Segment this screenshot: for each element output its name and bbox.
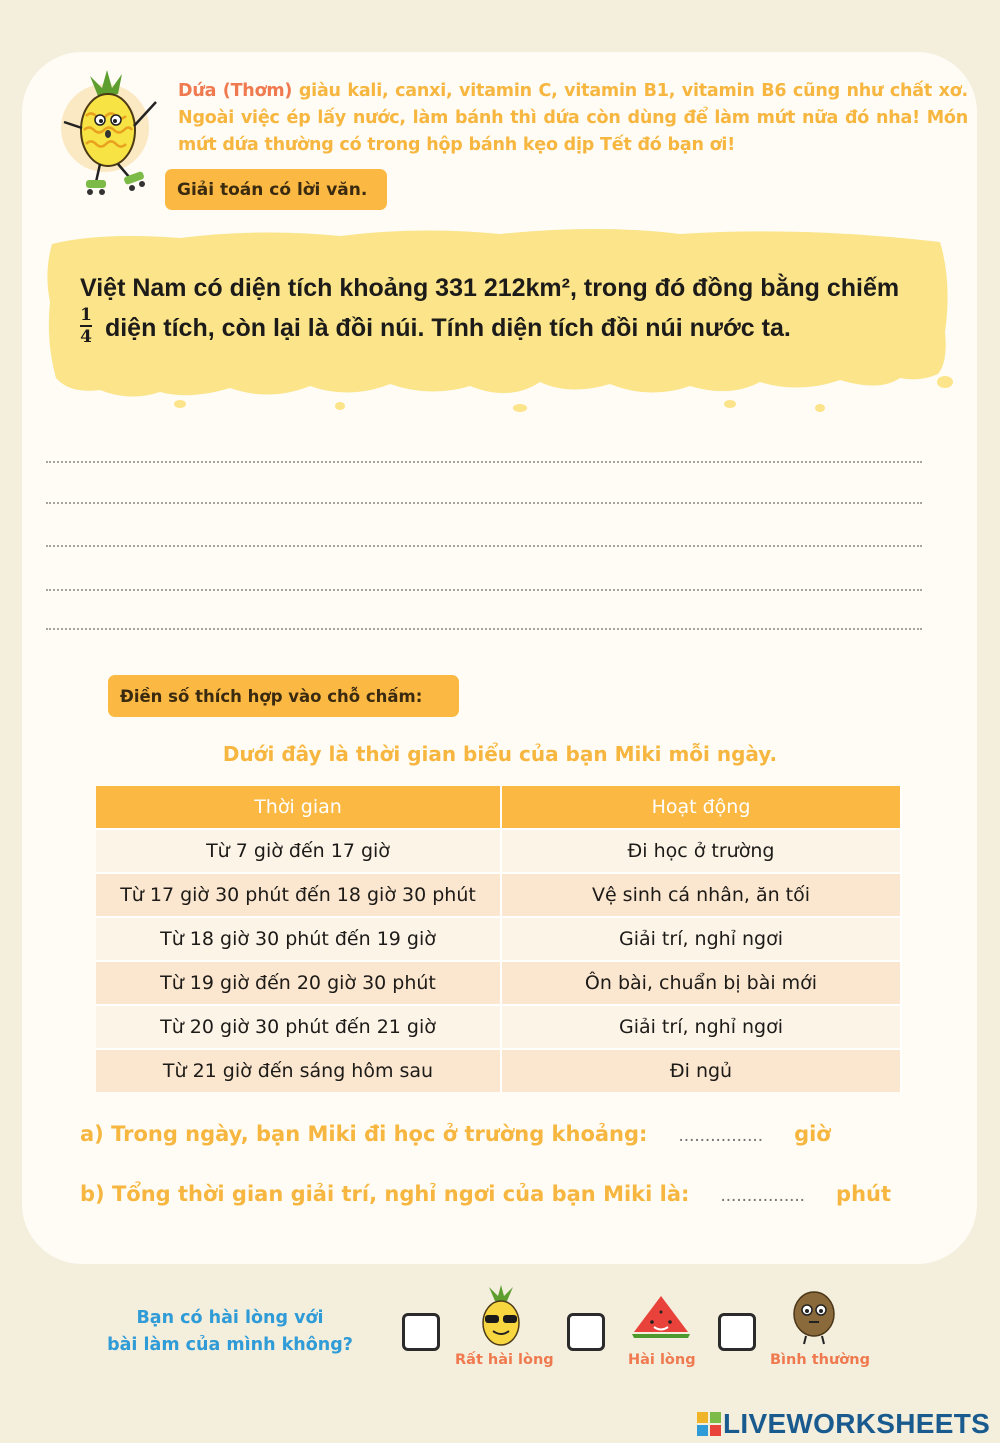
timetable: [96, 786, 902, 1092]
problem-line2: diện tích, còn lại là đồi núi. Tính diện tích đồi núi nước ta.: [98, 314, 791, 342]
answer-a-input[interactable]: [655, 1124, 787, 1148]
answer-line-4: [46, 589, 922, 591]
satisfaction-question: [100, 1305, 360, 1359]
fraction-one-quarter: [80, 306, 92, 346]
question-b-unit: phút: [828, 1182, 892, 1206]
question-a: [80, 1122, 831, 1148]
brand-name: LIVEWORKSHEETS: [723, 1408, 991, 1439]
cell-activity: Vệ sinh cá nhân, ăn tối: [501, 873, 901, 917]
header-activity: Hoạt động: [501, 786, 901, 829]
section-tag-word-problem: Giải toán có lời văn.: [165, 169, 387, 210]
cell-time: Từ 7 giờ đến 17 giờ: [96, 829, 501, 873]
answer-input-4[interactable]: [46, 557, 926, 589]
intro-text: giàu kali, canxi, vitamin C, vitamin B1, vitamin B6 cũng như chất xơ. Ngoài việc ép lấy nước, làm bánh thì dứa còn dùng để làm mứt nữa đó nha! Món mứt dứa thường có trong hộp bánh kẹo dịp Tết đó bạn ơi!: [178, 81, 968, 155]
satisfaction-line2: bài làm của mình không?: [107, 1335, 353, 1355]
intro-paragraph: [178, 78, 968, 159]
table-header-row: [96, 786, 901, 829]
answer-line-1: [46, 461, 922, 463]
section-tag-fill-numbers: Điền số thích hợp vào chỗ chấm:: [108, 675, 459, 717]
cell-time: Từ 20 giờ 30 phút đến 21 giờ: [96, 1005, 501, 1049]
table-row: [96, 829, 901, 873]
neutral-checkbox[interactable]: [718, 1313, 756, 1351]
answer-b-input[interactable]: [697, 1184, 829, 1208]
answer-input-1[interactable]: [46, 429, 926, 461]
kiwi-icon: [790, 1288, 838, 1346]
answer-input-5[interactable]: [46, 596, 926, 628]
cell-time: Từ 19 giờ đến 20 giờ 30 phút: [96, 961, 501, 1005]
intro-highlight: Dứa (Thơm): [178, 81, 293, 101]
fraction-numerator: 1: [80, 305, 92, 326]
liveworksheets-brand: [697, 1408, 990, 1440]
answer-input-3[interactable]: [46, 513, 926, 545]
answer-line-5: [46, 628, 922, 630]
table-row: [96, 1049, 901, 1092]
neutral-label: Bình thường: [770, 1352, 870, 1368]
question-b: [80, 1182, 891, 1208]
answer-input-2[interactable]: [46, 470, 926, 502]
header-time: Thời gian: [96, 786, 501, 829]
very-satisfied-label: Rất hài lòng: [455, 1352, 554, 1368]
satisfied-checkbox[interactable]: [567, 1313, 605, 1351]
watermelon-icon: [630, 1292, 692, 1344]
question-a-unit: giờ: [786, 1122, 831, 1146]
problem-line1: Việt Nam có diện tích khoảng 331 212km², trong đó đồng bằng chiếm: [80, 274, 900, 302]
cell-activity: Giải trí, nghỉ ngơi: [501, 1005, 901, 1049]
question-a-text: a) Trong ngày, bạn Miki đi học ở trường khoảng:: [80, 1122, 655, 1146]
cell-time: Từ 17 giờ 30 phút đến 18 giờ 30 phút: [96, 873, 501, 917]
cell-activity: Ôn bài, chuẩn bị bài mới: [501, 961, 901, 1005]
question-b-text: b) Tổng thời gian giải trí, nghỉ ngơi của bạn Miki là:: [80, 1182, 697, 1206]
cell-activity: Giải trí, nghỉ ngơi: [501, 917, 901, 961]
fraction-denominator: 4: [80, 327, 92, 348]
table-row: [96, 917, 901, 961]
cell-time: Từ 21 giờ đến sáng hôm sau: [96, 1049, 501, 1092]
cell-activity: Đi ngủ: [501, 1049, 901, 1092]
pineapple-sunglasses-icon: [473, 1285, 529, 1347]
pineapple-mascot-icon: [60, 68, 170, 198]
answer-line-3: [46, 545, 922, 547]
satisfied-label: Hài lòng: [628, 1352, 696, 1368]
table-row: [96, 1005, 901, 1049]
cell-time: Từ 18 giờ 30 phút đến 19 giờ: [96, 917, 501, 961]
table-row: [96, 961, 901, 1005]
very-satisfied-checkbox[interactable]: [402, 1313, 440, 1351]
answer-line-2: [46, 502, 922, 504]
problem-statement: [80, 268, 930, 349]
table-row: [96, 873, 901, 917]
cell-activity: Đi học ở trường: [501, 829, 901, 873]
timetable-subtitle: Dưới đây là thời gian biểu của bạn Miki mỗi ngày.: [222, 742, 778, 766]
liveworksheets-logo-icon: [697, 1412, 721, 1436]
satisfaction-line1: Bạn có hài lòng với: [136, 1308, 324, 1328]
